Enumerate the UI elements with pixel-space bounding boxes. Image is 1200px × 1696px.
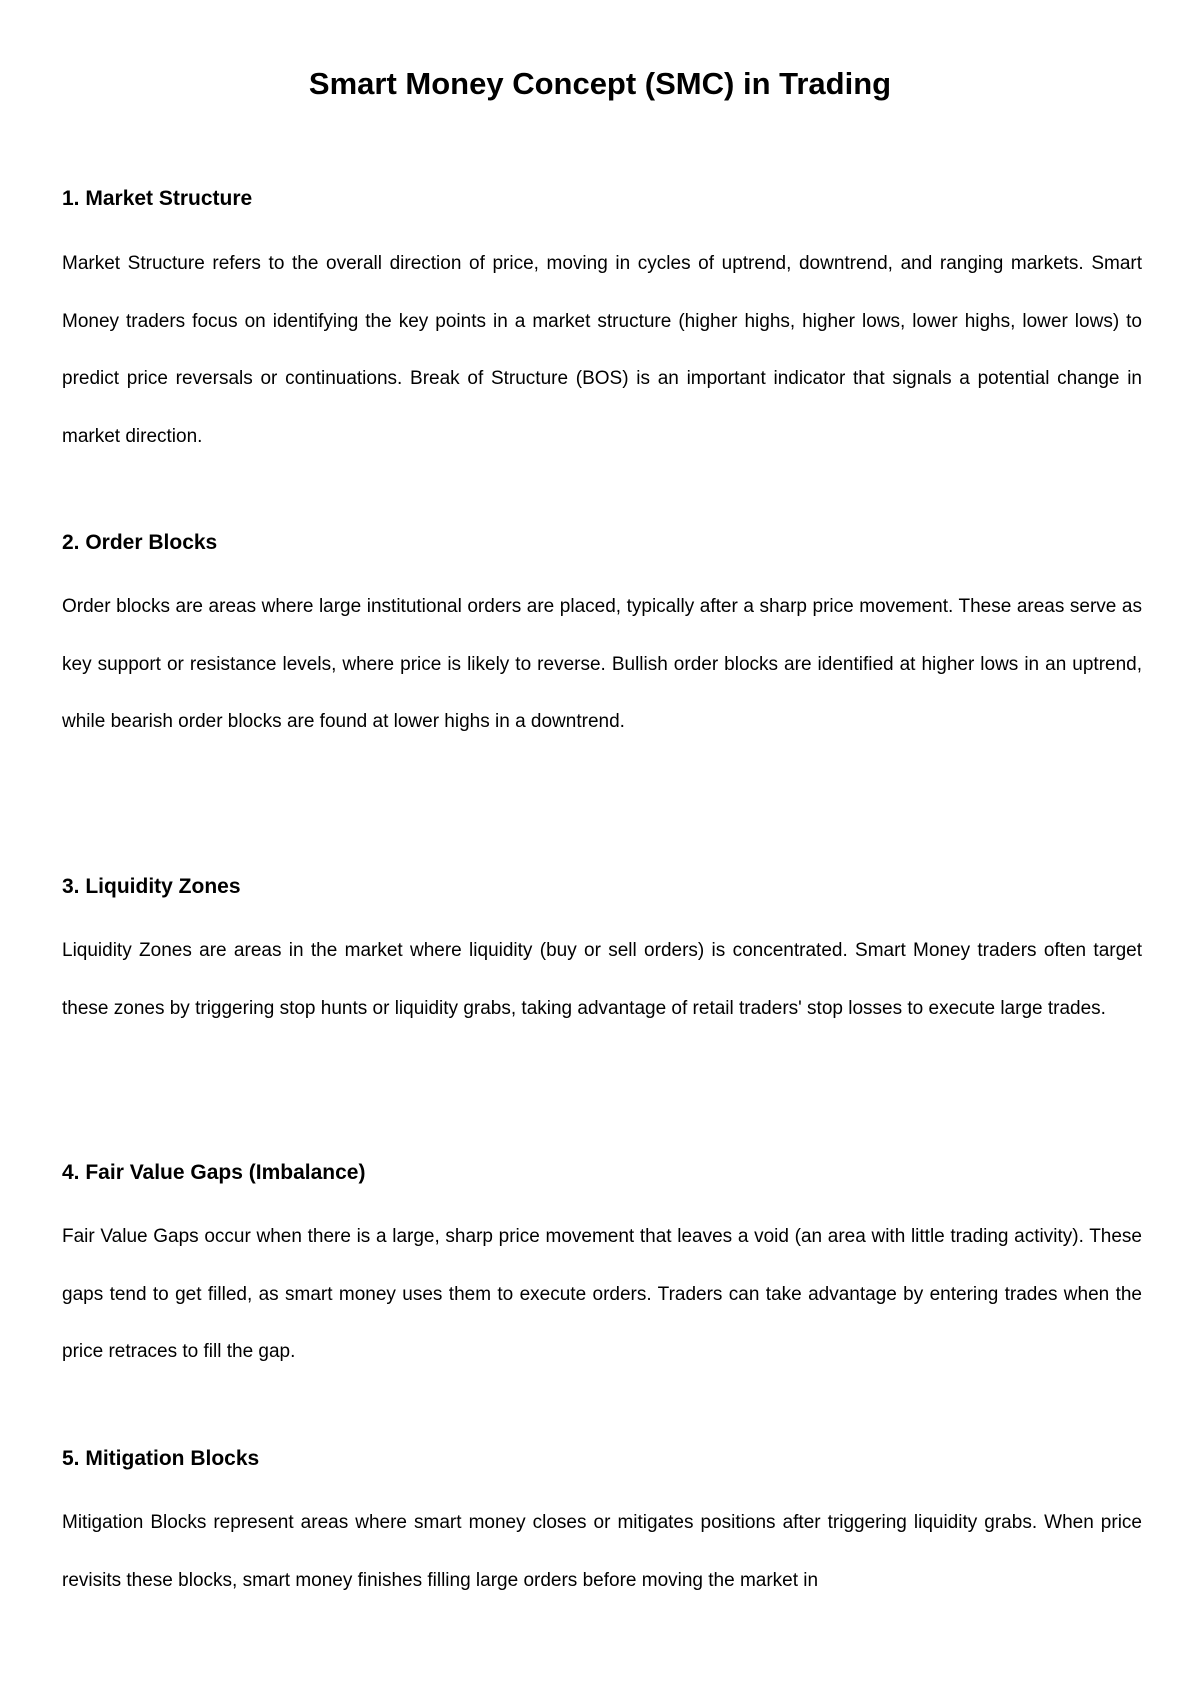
section-body: Order blocks are areas where large institutional orders are placed, typically after a sharp price movement. These areas serve as key support or resistance levels, where price is likely to reverse. Bullish order blocks are identified at higher lows in an uptrend, while bearish order blocks are found at lower highs in a downtrend. [62, 596, 1142, 732]
section-mitigation-blocks [62, 1444, 1142, 1654]
section-heading: 3. Liquidity Zones [62, 875, 241, 898]
section-fair-value-gaps [62, 1158, 1142, 1381]
section-body: Market Structure refers to the overall direction of price, moving in cycles of uptrend, downtrend, and ranging markets. Smart Money traders focus on identifying the key points in a market structure (higher highs, higher lows, lower highs, lower lows) to predict price reversals or continuations. Break of Structure (BOS) is an important indicator that signals a potential change in market direction. [62, 253, 1142, 447]
section-market-structure [62, 184, 1142, 465]
section-heading: 4. Fair Value Gaps (Imbalance) [62, 1161, 366, 1184]
section-heading: 5. Mitigation Blocks [62, 1447, 260, 1470]
section-heading: 1. Market Structure [62, 187, 253, 210]
section-body: Mitigation Blocks represent areas where smart money closes or mitigates positions after triggering liquidity grabs. When price revisits these blocks, smart money finishes filling large orders before moving the market in [62, 1512, 1142, 1591]
page-title: Smart Money Concept (SMC) in Trading [308, 66, 892, 101]
section-liquidity-zones [62, 872, 1142, 1037]
section-body: Liquidity Zones are areas in the market where liquidity (buy or sell orders) is concentrated. Smart Money traders often target these zones by triggering stop hunts or liquidity grabs, taking advantage of retail traders' stop losses to execute large trades. [62, 940, 1142, 1019]
section-heading: 2. Order Blocks [62, 531, 218, 554]
section-order-blocks [62, 528, 1142, 751]
section-body: Fair Value Gaps occur when there is a large, sharp price movement that leaves a void (an area with little trading activity). These gaps tend to get filled, as smart money uses them to execute orders. Traders can take advantage by entering trades when the price retraces to fill the gap. [62, 1226, 1142, 1362]
